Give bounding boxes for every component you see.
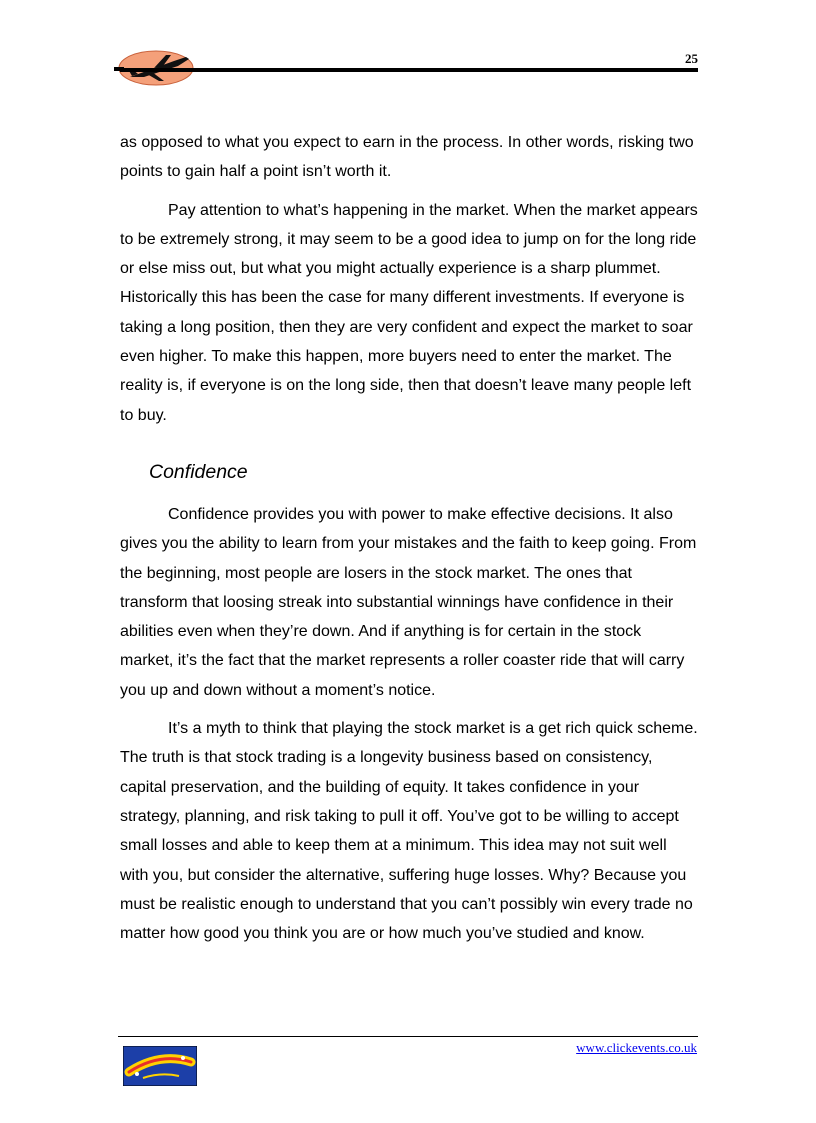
paragraph-continuation: as opposed to what you expect to earn in the process. In other words, risking two points to gain half a point isn’t worth it.: [120, 134, 694, 181]
paragraph-myth: It’s a myth to think that playing the stock market is a get rich quick scheme. The truth is that stock trading is a longevity business based on consistency, capital preservation, and the building of equity. It takes confidence in your strategy, planning, and risk taking to pull it off. You’ve got to be willing to accept small losses and able to keep them at a minimum. This idea may not suit well with you, but consider the alternative, suffering huge losses. Why? Because you must be realistic enough to understand that you can’t possibly win every trade no matter how good you think you are or how much you’ve studied and know.: [120, 720, 698, 943]
footer-website-link[interactable]: www.clickevents.co.uk: [576, 1040, 697, 1055]
header-rule: [120, 68, 698, 72]
page-number: 25: [685, 51, 698, 66]
footer-rule: [118, 1036, 698, 1037]
clickevents-logo-icon: [123, 1046, 197, 1086]
paragraph-market-attention: Pay attention to what’s happening in the market. When the market appears to be extremely strong, it may seem to be a good idea to jump on for the long ride or else miss out, but what you might actually experience is a sharp plummet. Historically this has been the case for many different investments. If everyone is taking a long position, then they are very confident and expect the market to soar even higher. To make this happen, more buyers need to enter the market. The reality is, if everyone is on the long side, then that doesn’t leave many people left to buy.: [120, 201, 698, 424]
page-content: [120, 128, 698, 957]
section-heading-confidence: Confidence: [149, 460, 248, 483]
paragraph-confidence: Confidence provides you with power to make effective decisions. It also gives you the ability to learn from your mistakes and the faith to keep going. From the beginning, most people are losers in the stock market. The ones that transform that loosing streak into substantial winnings have confidence in their abilities even when they’re down. And if anything is for certain in the stock market, it’s the fact that the market represents a roller coaster ride that will carry you up and down without a moment’s notice.: [120, 505, 697, 699]
